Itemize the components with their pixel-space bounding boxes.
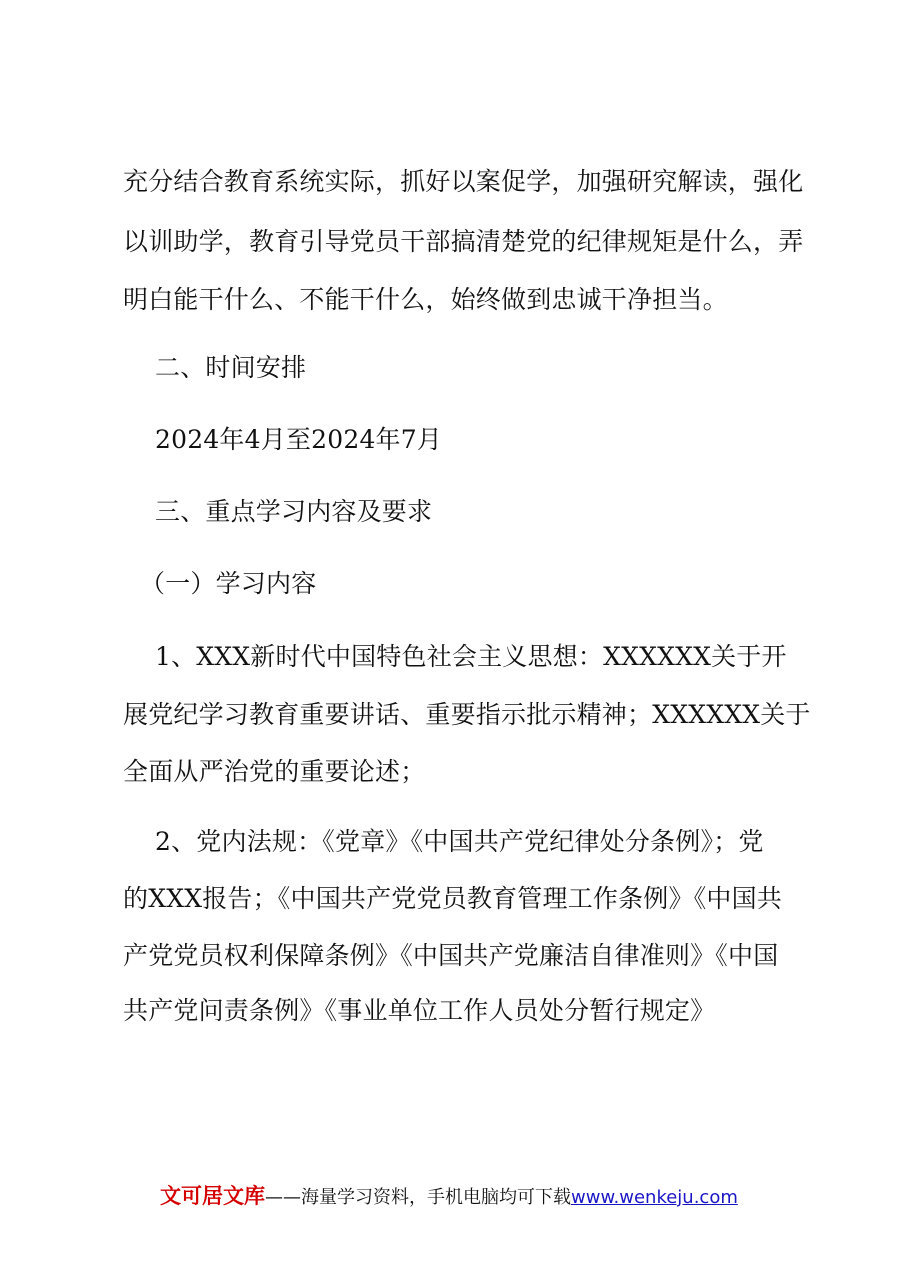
item-1-line-1: 1、XXX新时代中国特色社会主义思想：XXXXXX关于开 (155, 642, 787, 671)
item-1-line-3: 全面从严治党的重要论述； (123, 757, 426, 786)
paragraph-line-1: 充分结合教育系统实际，抓好以案促学，加强研究解读，强化 (123, 167, 804, 196)
paragraph-line-2: 以训助学，教育引导党员干部搞清楚党的纪律规矩是什么，弄 (123, 227, 804, 256)
item-2-line-1: 2、党内法规：《党章》《中国共产党纪律处分条例》；党 (155, 827, 764, 856)
item-1-line-2: 展党纪学习教育重要讲话、重要指示批示精神；XXXXXX关于 (123, 700, 811, 729)
item-2-line-4: 共产党问责条例》《事业单位工作人员处分暂行规定》 (123, 996, 716, 1025)
item-2-line-2: 的XXX报告；《中国共产党党员教育管理工作条例》《中国共 (123, 884, 782, 913)
item-2-line-3: 产党党员权利保障条例》《中国共产党廉洁自律准则》《中国 (123, 941, 779, 970)
section-heading-schedule: 二、时间安排 (155, 353, 307, 382)
section-heading-content: 三、重点学习内容及要求 (155, 497, 433, 526)
paragraph-line-3: 明白能干什么、不能干什么，始终做到忠诚干净担当。 (123, 285, 728, 314)
footer-tagline: 海量学习资料，手机电脑均可下载 (301, 1187, 571, 1208)
footer-banner (160, 1181, 738, 1211)
footer-dash: —— (265, 1187, 301, 1208)
schedule-date-range: 2024年4月至2024年7月 (155, 425, 443, 454)
website-link[interactable]: www.wenkeju.com (571, 1187, 738, 1208)
brand-name: 文可居文库 (160, 1184, 265, 1208)
subsection-heading-study-content: （一）学习内容 (140, 569, 317, 598)
